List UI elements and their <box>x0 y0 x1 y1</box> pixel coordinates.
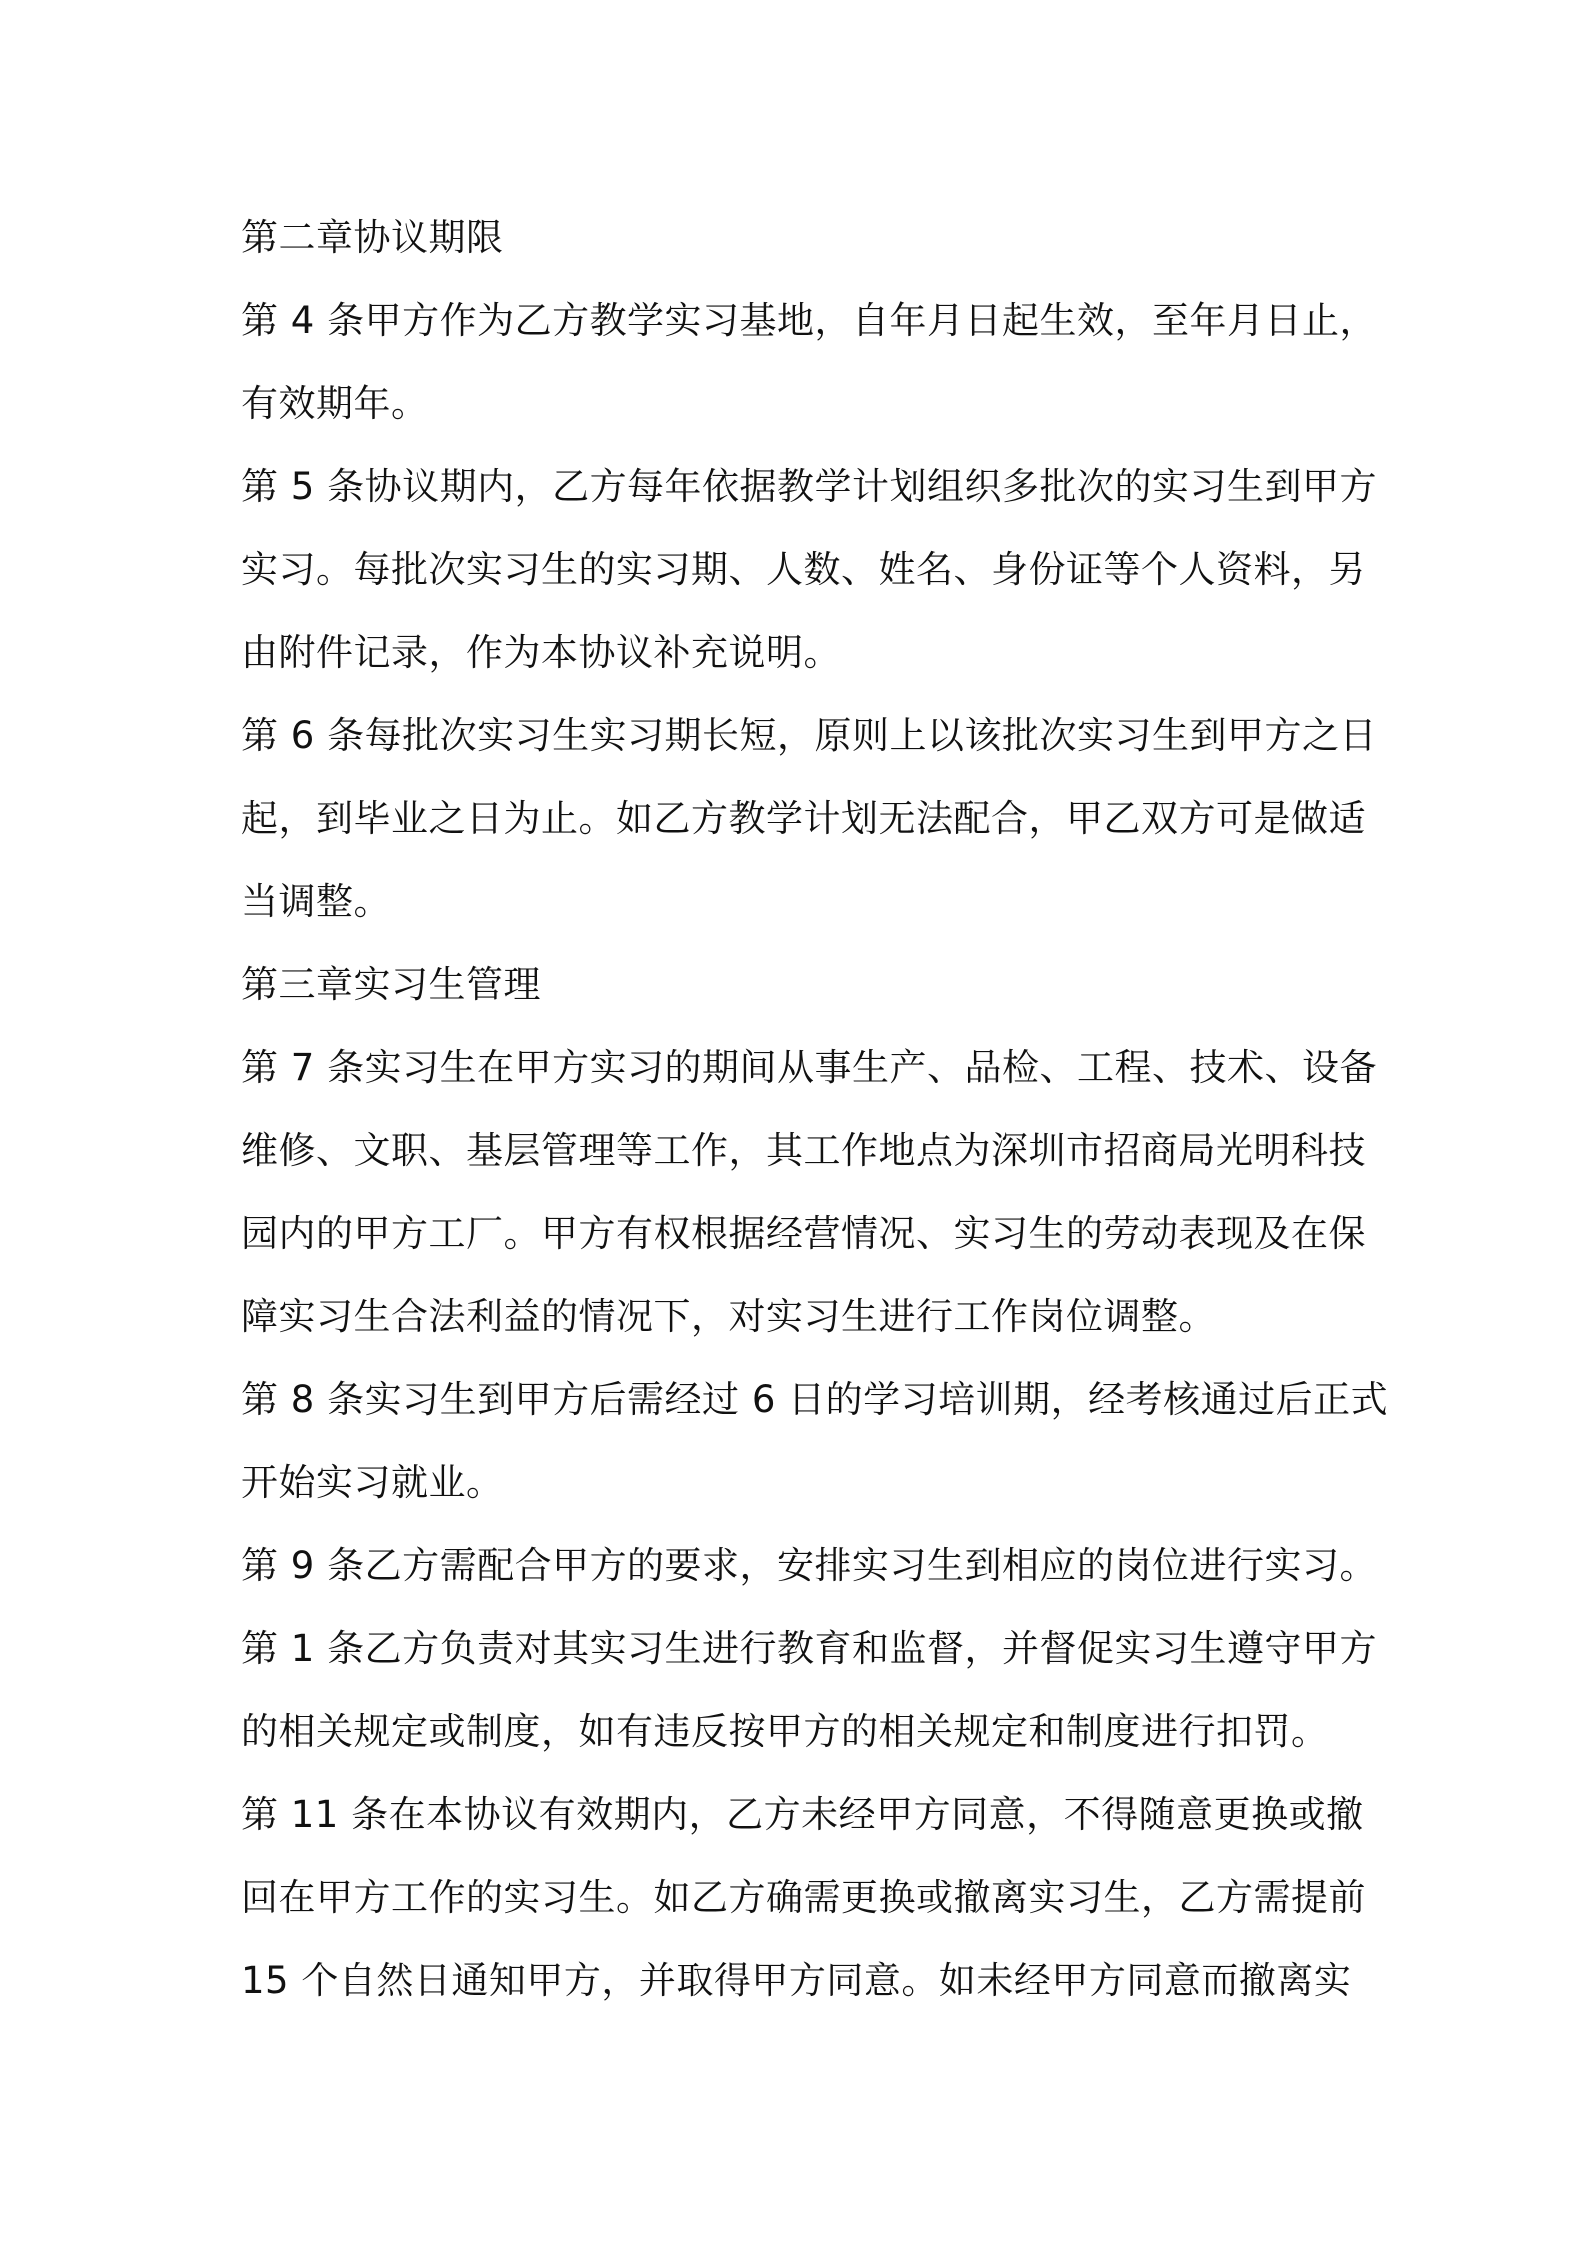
article-5-line-2: 实习。每批次实习生的实习期、人数、姓名、身份证等个人资料，另 <box>241 548 1366 591</box>
article-1-line-1: 第 1 条乙方负责对其实习生进行教育和监督，并督促实习生遵守甲方 <box>241 1627 1378 1670</box>
article-6-line-1: 第 6 条每批次实习生实习期长短，原则上以该批次实习生到甲方之日 <box>241 714 1378 757</box>
article-11-line-3: 15 个自然日通知甲方，并取得甲方同意。如未经甲方同意而撤离实 <box>241 1959 1352 2002</box>
article-6-line-3: 当调整。 <box>241 880 391 923</box>
article-7-line-1: 第 7 条实习生在甲方实习的期间从事生产、品检、工程、技术、设备 <box>241 1046 1378 1089</box>
chapter-heading: 第三章实习生管理 <box>241 963 541 1006</box>
article-8-line-1: 第 8 条实习生到甲方后需经过 6 日的学习培训期，经考核通过后正式 <box>241 1378 1389 1421</box>
article-11-line-1: 第 11 条在本协议有效期内，乙方未经甲方同意，不得随意更换或撤 <box>241 1793 1364 1836</box>
article-7-line-2: 维修、文职、基层管理等工作，其工作地点为深圳市招商局光明科技 <box>241 1129 1366 1172</box>
article-7-line-3: 园内的甲方工厂。甲方有权根据经营情况、实习生的劳动表现及在保 <box>241 1212 1366 1255</box>
article-8-line-2: 开始实习就业。 <box>241 1461 504 1504</box>
article-5-line-1: 第 5 条协议期内，乙方每年依据教学计划组织多批次的实习生到甲方 <box>241 465 1378 508</box>
article-1-line-2: 的相关规定或制度，如有违反按甲方的相关规定和制度进行扣罚。 <box>241 1710 1329 1753</box>
article-7-line-4: 障实习生合法利益的情况下，对实习生进行工作岗位调整。 <box>241 1295 1216 1338</box>
article-11-line-2: 回在甲方工作的实习生。如乙方确需更换或撤离实习生，乙方需提前 <box>241 1876 1366 1919</box>
article-5-line-3: 由附件记录，作为本协议补充说明。 <box>241 631 841 674</box>
article-6-line-2: 起，到毕业之日为止。如乙方教学计划无法配合，甲乙双方可是做适 <box>241 797 1366 840</box>
article-4-line-1: 第 4 条甲方作为乙方教学实习基地，自年月日起生效，至年月日止， <box>241 299 1378 342</box>
document-body <box>241 196 1389 2022</box>
article-4-line-2: 有效期年。 <box>241 382 429 425</box>
chapter-heading: 第二章协议期限 <box>241 216 504 259</box>
article-9-line-1: 第 9 条乙方需配合甲方的要求，安排实习生到相应的岗位进行实习。 <box>241 1544 1378 1587</box>
